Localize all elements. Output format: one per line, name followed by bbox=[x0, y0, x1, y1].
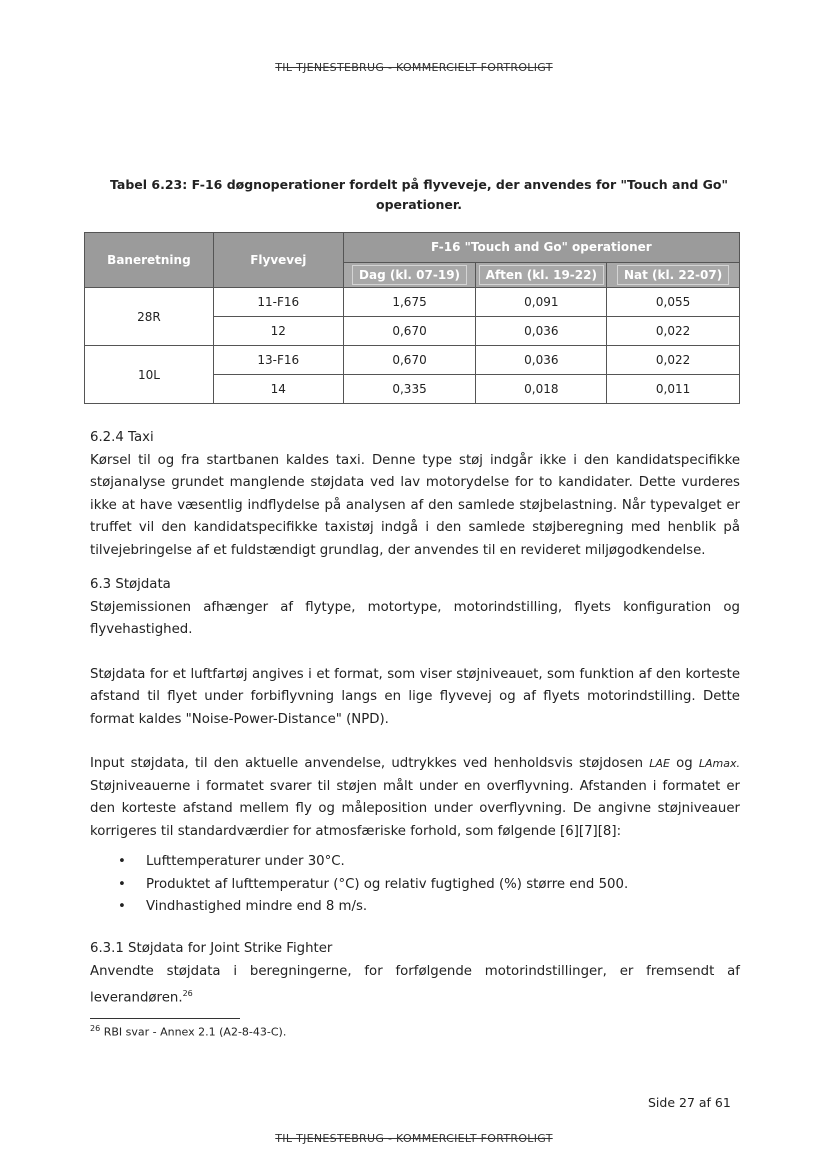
route-cell: 11-F16 bbox=[213, 288, 343, 317]
section-heading: 6.3 Støjdata bbox=[90, 577, 171, 592]
night-cell: 0,055 bbox=[607, 288, 740, 317]
paragraph: Støjdata for et luftfartøj angives i et format, som viser støjniveauet, som funktion af den korteste afstand til flyet under forbiflyvning langs en lige flyvevej og af flyets motorindstilling. Dette format kaldes "Noise-Power-Distance" (NPD). bbox=[90, 666, 740, 727]
table-caption-text: F-16 døgnoperationer fordelt på flyveveje, der anvendes for "Touch and Go" operationer. bbox=[191, 177, 729, 212]
day-cell: 0,670 bbox=[343, 346, 476, 375]
night-cell: 0,022 bbox=[607, 317, 740, 346]
table-caption bbox=[94, 175, 744, 215]
col-header-route: Flyvevej bbox=[213, 233, 343, 288]
day-cell: 0,670 bbox=[343, 317, 476, 346]
list-item: • Produktet af lufttemperatur (°C) og relativ fugtighed (%) større end 500. bbox=[90, 874, 730, 897]
col-header-runway: Baneretning bbox=[85, 233, 214, 288]
runway-cell: 28R bbox=[85, 288, 214, 346]
symbol-lae: LAE bbox=[649, 757, 670, 770]
evening-cell: 0,091 bbox=[476, 288, 607, 317]
operations-table bbox=[84, 232, 740, 404]
evening-cell: 0,036 bbox=[476, 317, 607, 346]
section-jsf bbox=[90, 938, 740, 1010]
route-cell: 12 bbox=[213, 317, 343, 346]
col-header-night: Nat (kl. 22-07) bbox=[607, 262, 740, 287]
section-taxi bbox=[90, 427, 740, 562]
footnote-text: RBI svar - Annex 2.1 (A2-8-43-C). bbox=[103, 1025, 287, 1039]
day-cell: 1,675 bbox=[343, 288, 476, 317]
section-heading: 6.2.4 Taxi bbox=[90, 430, 154, 445]
route-cell: 13-F16 bbox=[213, 346, 343, 375]
paragraph: Kørsel til og fra startbanen kaldes taxi. Denne type støj indgår ikke i den kandidatspecifikke støjanalyse grundet manglende støjdata ved lav motorydelse for to kandidater. Dette vurderes ikke at have væsentlig indflydelse på analysen af den samlede støjbelastning. Når typevalget er truffet vil den kandidatspecifikke taxistøj indgå i den samlede støjberegning med henblik på tilvejebringelse af et fuldstændigt grundlag, der anvendes til en revideret miljøgodkendelse. bbox=[90, 452, 740, 558]
col-header-evening: Aften (kl. 19-22) bbox=[476, 262, 607, 287]
table-caption-prefix: Tabel 6.23: bbox=[109, 177, 188, 192]
day-cell: 0,335 bbox=[343, 375, 476, 404]
section-noise-data bbox=[90, 574, 740, 843]
paragraph: Støjemissionen afhænger af flytype, motortype, motorindstilling, flyets konfiguration og flyvehastighed. bbox=[90, 599, 740, 637]
evening-cell: 0,036 bbox=[476, 346, 607, 375]
night-cell: 0,011 bbox=[607, 375, 740, 404]
classification-footer: TIL TJENESTEBRUG - KOMMERCIELT FORTROLIGT bbox=[275, 1132, 553, 1145]
paragraph: Anvendte støjdata i beregningerne, for forfølgende motorindstillinger, er fremsendt af leverandøren.$^{26}$ bbox=[90, 963, 740, 1006]
symbol-lamax: LAmax. bbox=[698, 757, 741, 770]
table-row bbox=[85, 288, 740, 317]
col-header-day: Dag (kl. 07-19) bbox=[343, 262, 476, 287]
footnote-rule bbox=[90, 1018, 240, 1019]
footnote-ref[interactable]: 26 bbox=[182, 989, 193, 998]
list-item: • Lufttemperaturer under 30°C. bbox=[90, 851, 730, 874]
route-cell: 14 bbox=[213, 375, 343, 404]
paragraph: Input støjdata, til den aktuelle anvendelse, udtrykkes ved henholdsvis støjdosen LAE og LAmax. Støjniveauerne i formatet svarer til støjen målt under en overflyvning. Afstanden i formatet er den korteste afstand mellem fly og måleposition under overflyvning. De angivne støjniveauer korrigeres til standardværdier for atmosfæriske forhold, som følgende [6][7][8]: bbox=[90, 756, 741, 839]
classification-header: TIL TJENESTEBRUG - KOMMERCIELT FORTROLIGT bbox=[275, 61, 553, 74]
col-header-group: F-16 "Touch and Go" operationer bbox=[343, 233, 739, 263]
night-cell: 0,022 bbox=[607, 346, 740, 375]
list-item: • Vindhastighed mindre end 8 m/s. bbox=[90, 896, 730, 919]
conditions-list bbox=[90, 851, 730, 919]
footnote bbox=[90, 1024, 286, 1039]
table-row bbox=[85, 346, 740, 375]
evening-cell: 0,018 bbox=[476, 375, 607, 404]
page-number: Side 27 af 61 bbox=[648, 1095, 731, 1110]
runway-cell: 10L bbox=[85, 346, 214, 404]
section-heading: 6.3.1 Støjdata for Joint Strike Fighter bbox=[90, 941, 333, 956]
footnote-number: 26 bbox=[90, 1024, 101, 1033]
